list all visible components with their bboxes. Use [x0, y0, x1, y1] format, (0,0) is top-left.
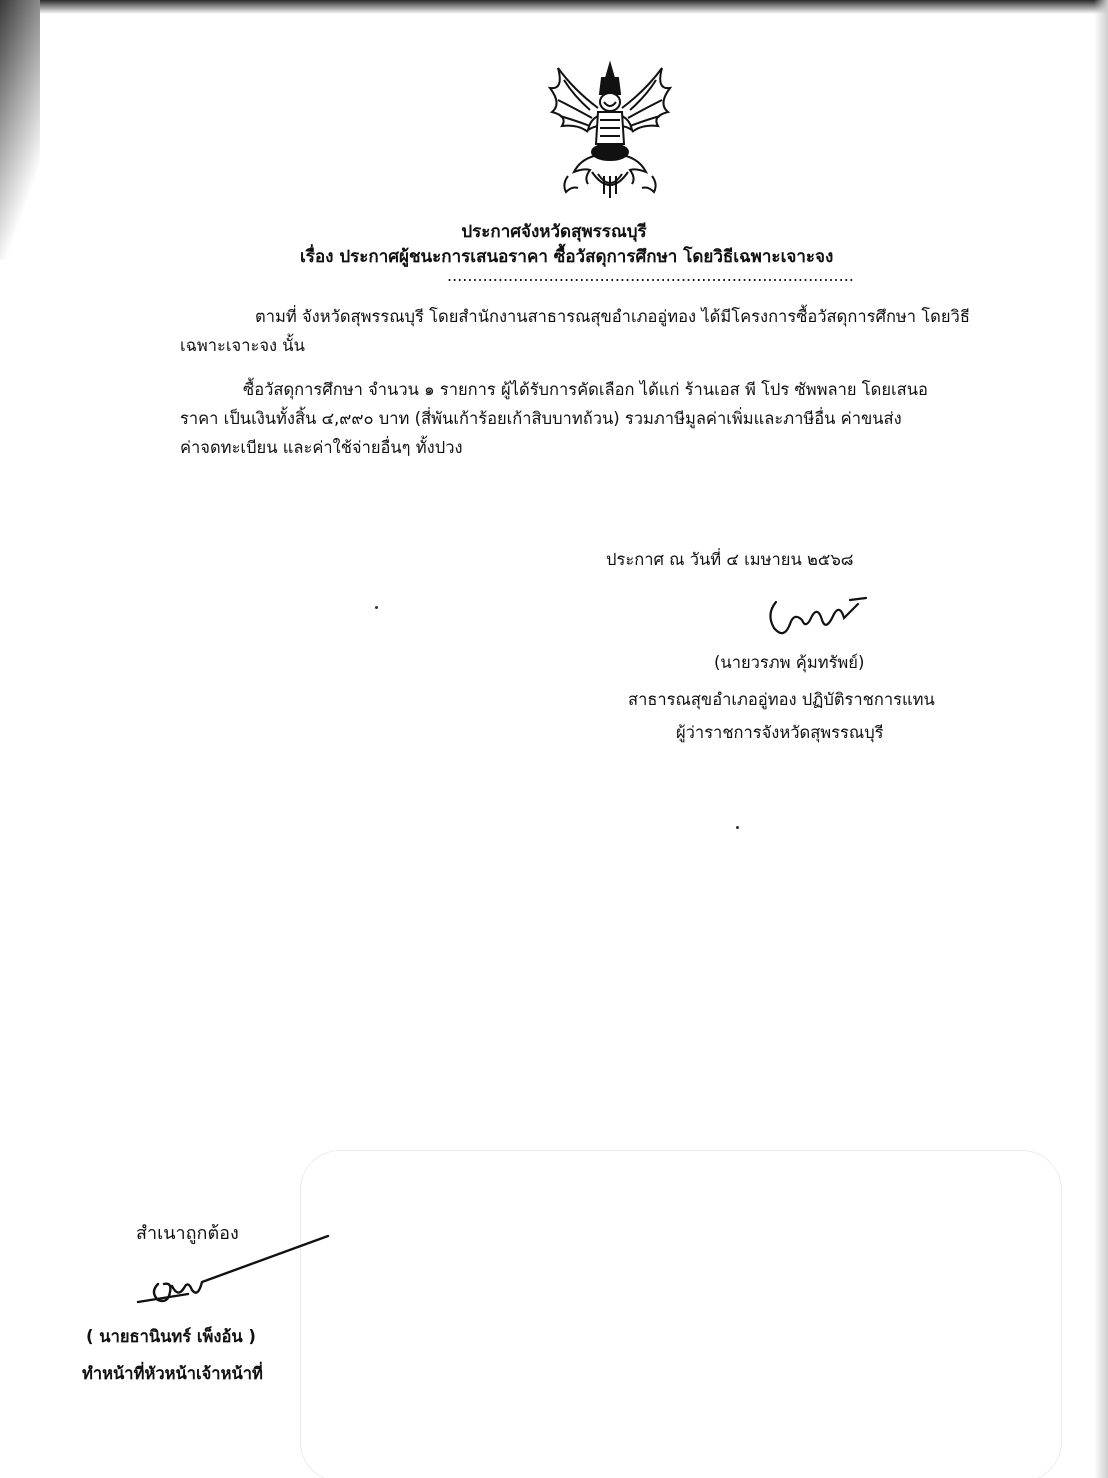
- signatory-position-2: ผู้ว่าราชการจังหวัดสุพรรณบุรี: [676, 723, 884, 742]
- photo-edge-top: [0, 0, 1108, 14]
- certifier-name: ( นายธานินทร์ เพ็งอ้น ): [86, 1327, 256, 1346]
- document-subject: เรื่อง ประกาศผู้ชนะการเสนอราคา ซื้อวัสดุการศึกษา โดยวิธีเฉพาะเจาะจง: [300, 247, 834, 267]
- signatory-name: (นายวรภพ คุ้มทรัพย์): [714, 653, 865, 672]
- show-through-shape: [300, 1150, 1062, 1478]
- document-title: ประกาศจังหวัดสุพรรณบุรี: [461, 222, 647, 242]
- signatory-position-1: สาธารณสุขอำเภออู่ทอง ปฏิบัติราชการแทน: [628, 690, 935, 709]
- paragraph-1-line-1: ตามที่ จังหวัดสุพรรณบุรี โดยสำนักงานสาธารณสุขอำเภออู่ทอง ได้มีโครงการซื้อวัสดุการศึกษา โดยวิธี: [255, 307, 970, 326]
- announcement-date: ประกาศ ณ วันที่ ๔ เมษายน ๒๕๖๘: [606, 550, 854, 569]
- paragraph-2-line-3: ค่าจดทะเบียน และค่าใช้จ่ายอื่นๆ ทั้งปวง: [180, 438, 463, 457]
- signature-handwritten: [762, 594, 872, 654]
- certifier-signature: [128, 1232, 338, 1312]
- certified-copy-label: สำเนาถูกต้อง: [136, 1223, 239, 1244]
- certifier-role: ทำหน้าที่หัวหน้าเจ้าหน้าที่: [82, 1364, 263, 1383]
- paragraph-1-line-2: เฉพาะเจาะจง นั้น: [180, 336, 305, 355]
- paper-speck: [375, 606, 378, 609]
- garuda-emblem: [544, 60, 676, 200]
- paragraph-2-line-2: ราคา เป็นเงินทั้งสิ้น ๔,๙๙๐ บาท (สี่พันเก้าร้อยเก้าสิบบาทถ้วน) รวมภาษีมูลค่าเพิ่มและภาษีอื่น ค่าขนส่ง: [180, 409, 902, 428]
- paper-speck: [736, 826, 739, 829]
- separator-line: ................................................................................: [447, 266, 854, 285]
- paragraph-2-line-1: ซื้อวัสดุการศึกษา จำนวน ๑ รายการ ผู้ได้รับการคัดเลือก ได้แก่ ร้านเอส พี โปร ซัพพลาย โดยเสนอ: [243, 380, 928, 399]
